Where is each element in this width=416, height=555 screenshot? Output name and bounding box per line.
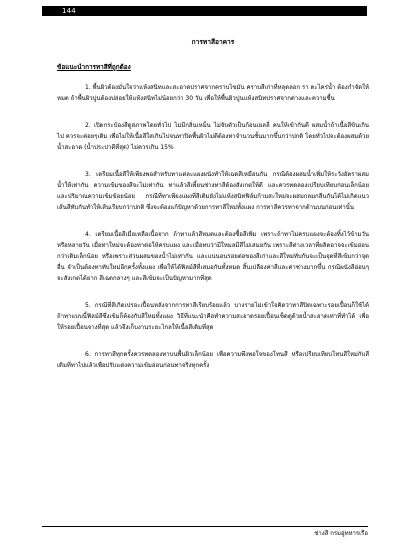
paragraph-6: 6. การทาสีทุกครั้งควรทดลองทาบนพื้นผิวเล็กน้อย เพื่อความพึงพอใจของโทนสี หรือเปรียบเทียบโทนสีใหม่กับสีเดิมที่ทาไปแล้วเพื่อปรับแต่งความเข้มอ่อนก่อนทาจริงทุกครั้ง bbox=[57, 351, 369, 369]
paragraph-5: 5. กรณีที่สีเกิดเปรอะเปื้อนหลังจากการทาสีเรียบร้อยแล้ว บางรายไม่เข้าใจคิดว่าทาสีปิดเฉพาะรอยเปื้อนก็ใช้ได้ ถ้าทาแบบนี้ฟิลม์สีซึ่งเข้มก็ต้องกับสีใหม่ทั้งแผง วิธีที่แนะนำคือทำความสะอาดรอยเปื้อนเช็ดดูด้วยน้ำสะอาดเท่าที่ทำได้ เพื่อให้รอยเปื้อนจางที่สุด แล้วจึงเก็บงานระยะไกลให้เนื้อสีเดิมที่สุด bbox=[57, 302, 369, 331]
paragraph-1: 1. พื้นผิวต้องมั่นใจว่าแห้งสนิทและสะอาดปราศจากคราบไขมัน คราบสีเก่าที่หลุดลอก รา ตะไคร่น้ำ ต้องกำจัดให้หมด ถ้าพื้นผิวปูนต้องปล่อยให้แห้งสนิทไม่น้อยกว่า 30 วัน เพื่อให้พื้นผิวปูนแห้งสนิทปราศจากด่างและความชื้น bbox=[57, 84, 369, 102]
document-title: การทาสีอาคาร bbox=[191, 38, 235, 46]
document-body bbox=[57, 38, 369, 387]
subheading: ข้อแนะนำการทาสีที่ถูกต้อง bbox=[57, 63, 131, 71]
page-number-bar bbox=[42, 6, 367, 16]
paragraph-2: 2. เปิดกระป๋องสีดูสภาพโดยทั่วไป ไม่มีกลิ่นเหม็น ไม่จับตัวเป็นก้อนเยลลี่ คนให้เข้ากันดี ผสมน้ำถ้าเนื้อสีข้นเกินไป ควรจะค่อยๆเติม เพื่อไม่ให้เนื้อสีใสเกินไปจนทาปิดพื้นผิวไม่ดีต้องทาจำนวนชั้นมากขึ้นกว่าปกติ โดยทั่วไปจะต้องผสมด้วยน้ำสะอาด (น้ำประปาดีที่สุด) ไม่ควรเกิน 15% bbox=[57, 122, 369, 151]
footer-text: ช่างสี กรมอู่ทหารเรือ bbox=[314, 530, 368, 537]
page-number: 144 bbox=[62, 7, 76, 15]
paragraph-3: 3. เตรียมเนื้อสีให้เพียงพอสำหรับทาแต่ละแผงผนังทำให้เฉดสีเหมือนกัน กรณีต้องผสมน้ำเพิ่มให้ระวังอัตราผสมน้ำให้เท่ากัน ความเข้มของสีจะไม่เท่ากัน ทาแล้วสีเพี้ยนช่างทาสีต้องสังเกตให้ดี และควรทดลองเปรียบเทียบก่อนเล็กน้อย และปริมาณความเข้มข้อยน้อย กรณีที่ทาเพียงแผงที่สีเติมยังไม่แห้งสนิทฟิล์มก้ามสะใหม่จะผสมกลมกลืนกันได้ไม่เกิดแนวเส้นสีทับกันทำให้เส้นเรียบกว่าปกติ ซึ่งจะต้องแก้ปัญหาด้วยการทาสีใหม่ทั้งแผง การทาสีควรทาจากด้านบนก่อนเท่านั้น bbox=[57, 171, 369, 211]
footer-divider bbox=[42, 526, 368, 527]
paragraph-4: 4. เตรียมเนื้อสีเมื่อเหลือเนื้อจาก ถ้าทาแล้วสีหมดและต้องซื้อสีเพิ่ม เพราะถ้าทาไม่ครบแผงจะต้องทิ้งไว้ข้ามวันหรือหลายวัน เมื่อทาใหม่จะต้องทาต่อให้ครบแผง และเมื่อทบว่ามีใหมลมีสีไม่เสมอกัน เพราะสีต่างเวลาที่ผลิตอาจจะเข้มอ่อนกว่าเดิมเล็กน้อย หรือเพราะส่วนผสมของน้ำไม่เท่ากัน และแน่นอนรอยต่อของสีเก่าและสีใหม่ทับกันจะเป็นจุดที่สีเข้มกว่าจุดอื่น จำเป็นต้องทาทับใหม่อีกครั้งทั้งแผง เพื่อให้ได้ฟิลม์สีที่เสมอกันทั้งหมด สิ้นเปลืองค่าสีและค่าช่างมากขึ้น กรณีผนังสีอ่อนๆ จะสังเกตได้ยาก สีเฉดกลางๆ และสีเข้มจะเป็นปัญหามากที่สุด bbox=[57, 231, 369, 282]
